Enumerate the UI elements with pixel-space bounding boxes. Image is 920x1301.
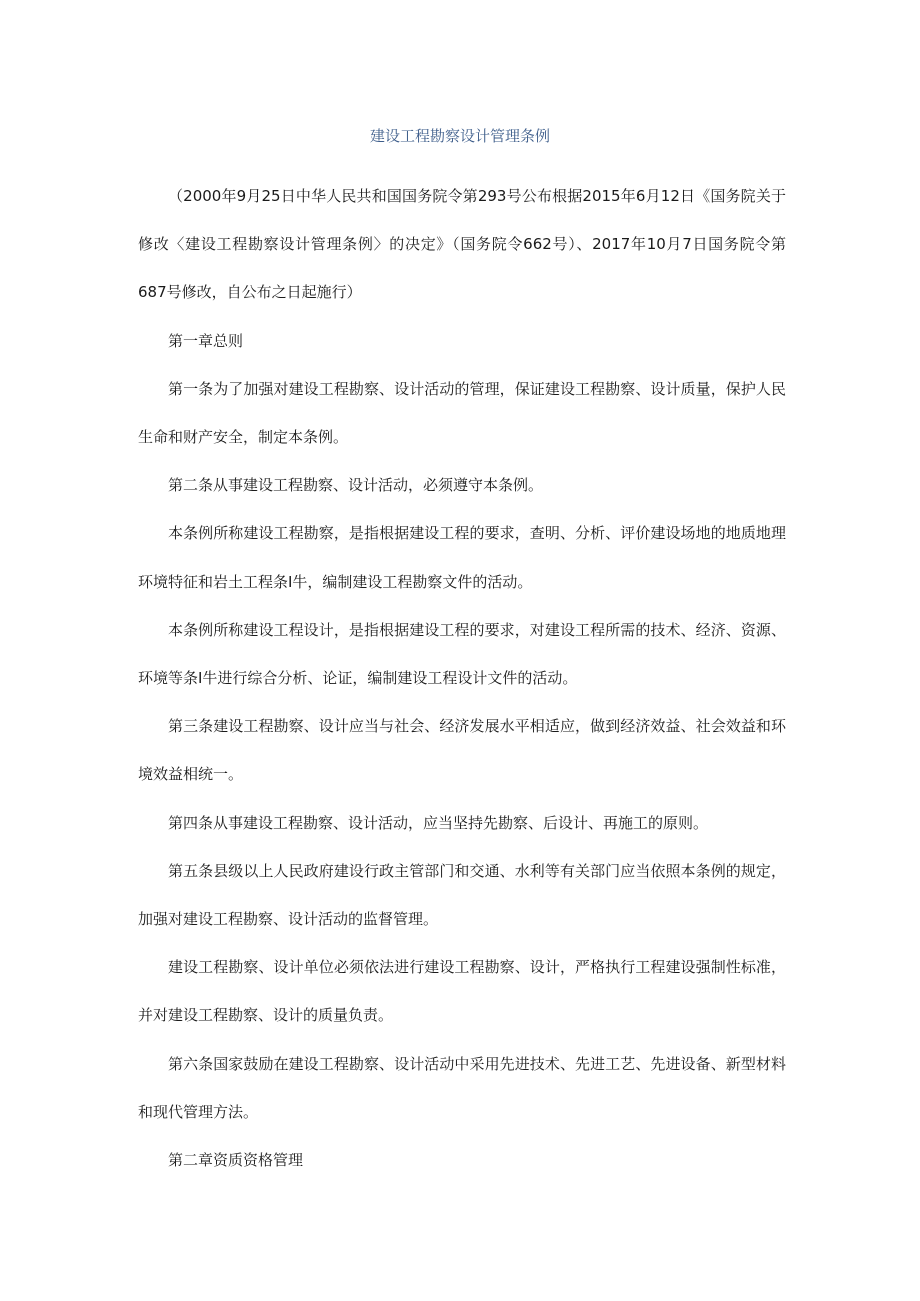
article-paragraph: 第二条从事建设工程勘察、设计活动，必须遵守本条例。 — [168, 476, 544, 495]
article-paragraph: 第三条建设工程勘察、设计应当与社会、经济发展水平相适应，做到经济效益、社会效益和环境效益相统一。 — [138, 717, 786, 784]
chapter-heading: 第二章资质资格管理 — [168, 1151, 304, 1170]
document-body — [138, 172, 786, 1184]
preamble-paragraph: （2000年9月25日中华人民共和国国务院令第293号公布根据2015年6月12日《国务院关于修改〈建设工程勘察设计管理条例〉的决定》（国务院令662号）、2017年10月7日国务院令第687号修改，自公布之日起施行） — [138, 187, 786, 302]
article-paragraph: 第六条国家鼓励在建设工程勘察、设计活动中采用先进技术、先进工艺、先进设备、新型材料和现代管理方法。 — [138, 1054, 786, 1121]
chapter-heading: 第一章总则 — [168, 331, 244, 350]
document-title: 建设工程勘察设计管理条例 — [369, 127, 550, 145]
article-paragraph: 第五条县级以上人民政府建设行政主管部门和交通、水利等有关部门应当依照本条例的规定，加强对建设工程勘察、设计活动的监督管理。 — [138, 861, 786, 929]
article-paragraph: 第四条从事建设工程勘察、设计活动，应当坚持先勘察、后设计、再施工的原则。 — [168, 813, 709, 832]
article-paragraph: 第一条为了加强对建设工程勘察、设计活动的管理，保证建设工程勘察、设计质量，保护人民生命和财产安全，制定本条例。 — [138, 379, 786, 447]
article-paragraph: 本条例所称建设工程设计，是指根据建设工程的要求，对建设工程所需的技术、经济、资源、环境等条I牛进行综合分析、论证，编制建设工程设计文件的活动。 — [138, 620, 786, 688]
article-paragraph: 建设工程勘察、设计单位必须依法进行建设工程勘察、设计，严格执行工程建设强制性标准，并对建设工程勘察、设计的质量负责。 — [138, 958, 786, 1025]
article-paragraph: 本条例所称建设工程勘察，是指根据建设工程的要求，查明、分析、评价建设场地的地质地理环境特征和岩土工程条I牛，编制建设工程勘察文件的活动。 — [138, 524, 786, 591]
